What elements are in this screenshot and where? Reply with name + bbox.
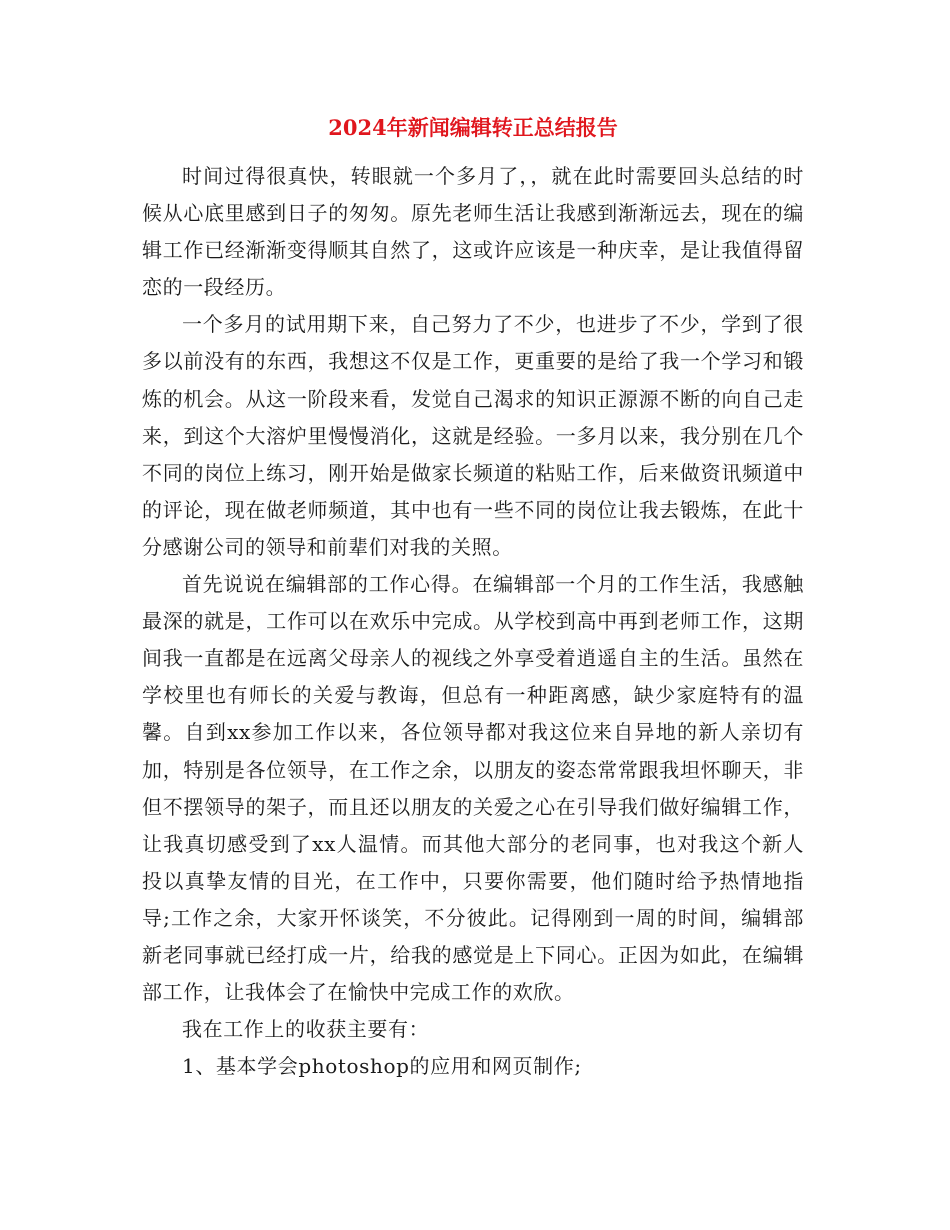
document-title: 2024年新闻编辑转正总结报告 <box>328 115 618 140</box>
paragraph-editorial-experience: 首先说说在编辑部的工作心得。在编辑部一个月的工作生活，我感触最深的就是，工作可以在欢乐中完成。从学校到高中再到老师工作，这期间我一直都是在远离父母亲人的视线之外享受着逍遥自主的生活。虽然在学校里也有师长的关爱与教诲，但总有一种距离感，缺少家庭特有的温馨。自到xx参加工作以来，各位领导都对我这位来自异地的新人亲切有加，特别是各位领导，在工作之余，以朋友的姿态常常跟我坦怀聊天，非但不摆领导的架子，而且还以朋友的关爱之心在引导我们做好编辑工作，让我真切感受到了xx人温情。而其他大部分的老同事，也对我这个新人投以真挚友情的目光，在工作中，只要你需要，他们随时给予热情地指导;工作之余，大家开怀谈笑，不分彼此。记得刚到一周的时间，编辑部新老同事就已经打成一片，给我的感觉是上下同心。正因为如此，在编辑部工作，让我体会了在愉快中完成工作的欢欣。 <box>142 572 804 1005</box>
paragraph-probation: 一个多月的试用期下来，自己努力了不少，也进步了不少，学到了很多以前没有的东西，我想这不仅是工作，更重要的是给了我一个学习和锻炼的机会。从这一阶段来看，发觉自己渴求的知识正源源不断的向自己走来，到这个大溶炉里慢慢消化，这就是经验。一多月以来，我分别在几个不同的岗位上练习，刚开始是做家长频道的粘贴工作，后来做资讯频道中的评论，现在做老师频道，其中也有一些不同的岗位让我去锻炼，在此十分感谢公司的领导和前辈们对我的关照。 <box>142 312 804 559</box>
list-item-gain-1: 1、基本学会photoshop的应用和网页制作; <box>182 1054 582 1079</box>
paragraph-gains-heading: 我在工作上的收获主要有： <box>182 1017 430 1042</box>
paragraph-intro: 时间过得很真快，转眼就一个多月了，，就在此时需要回头总结的时候从心底里感到日子的匆匆。原先老师生活让我感到渐渐远去，现在的编辑工作已经渐渐变得顺其自然了，这或许应该是一种庆幸，是让我值得留恋的一段经历。 <box>142 164 804 300</box>
document-body <box>142 110 804 1085</box>
